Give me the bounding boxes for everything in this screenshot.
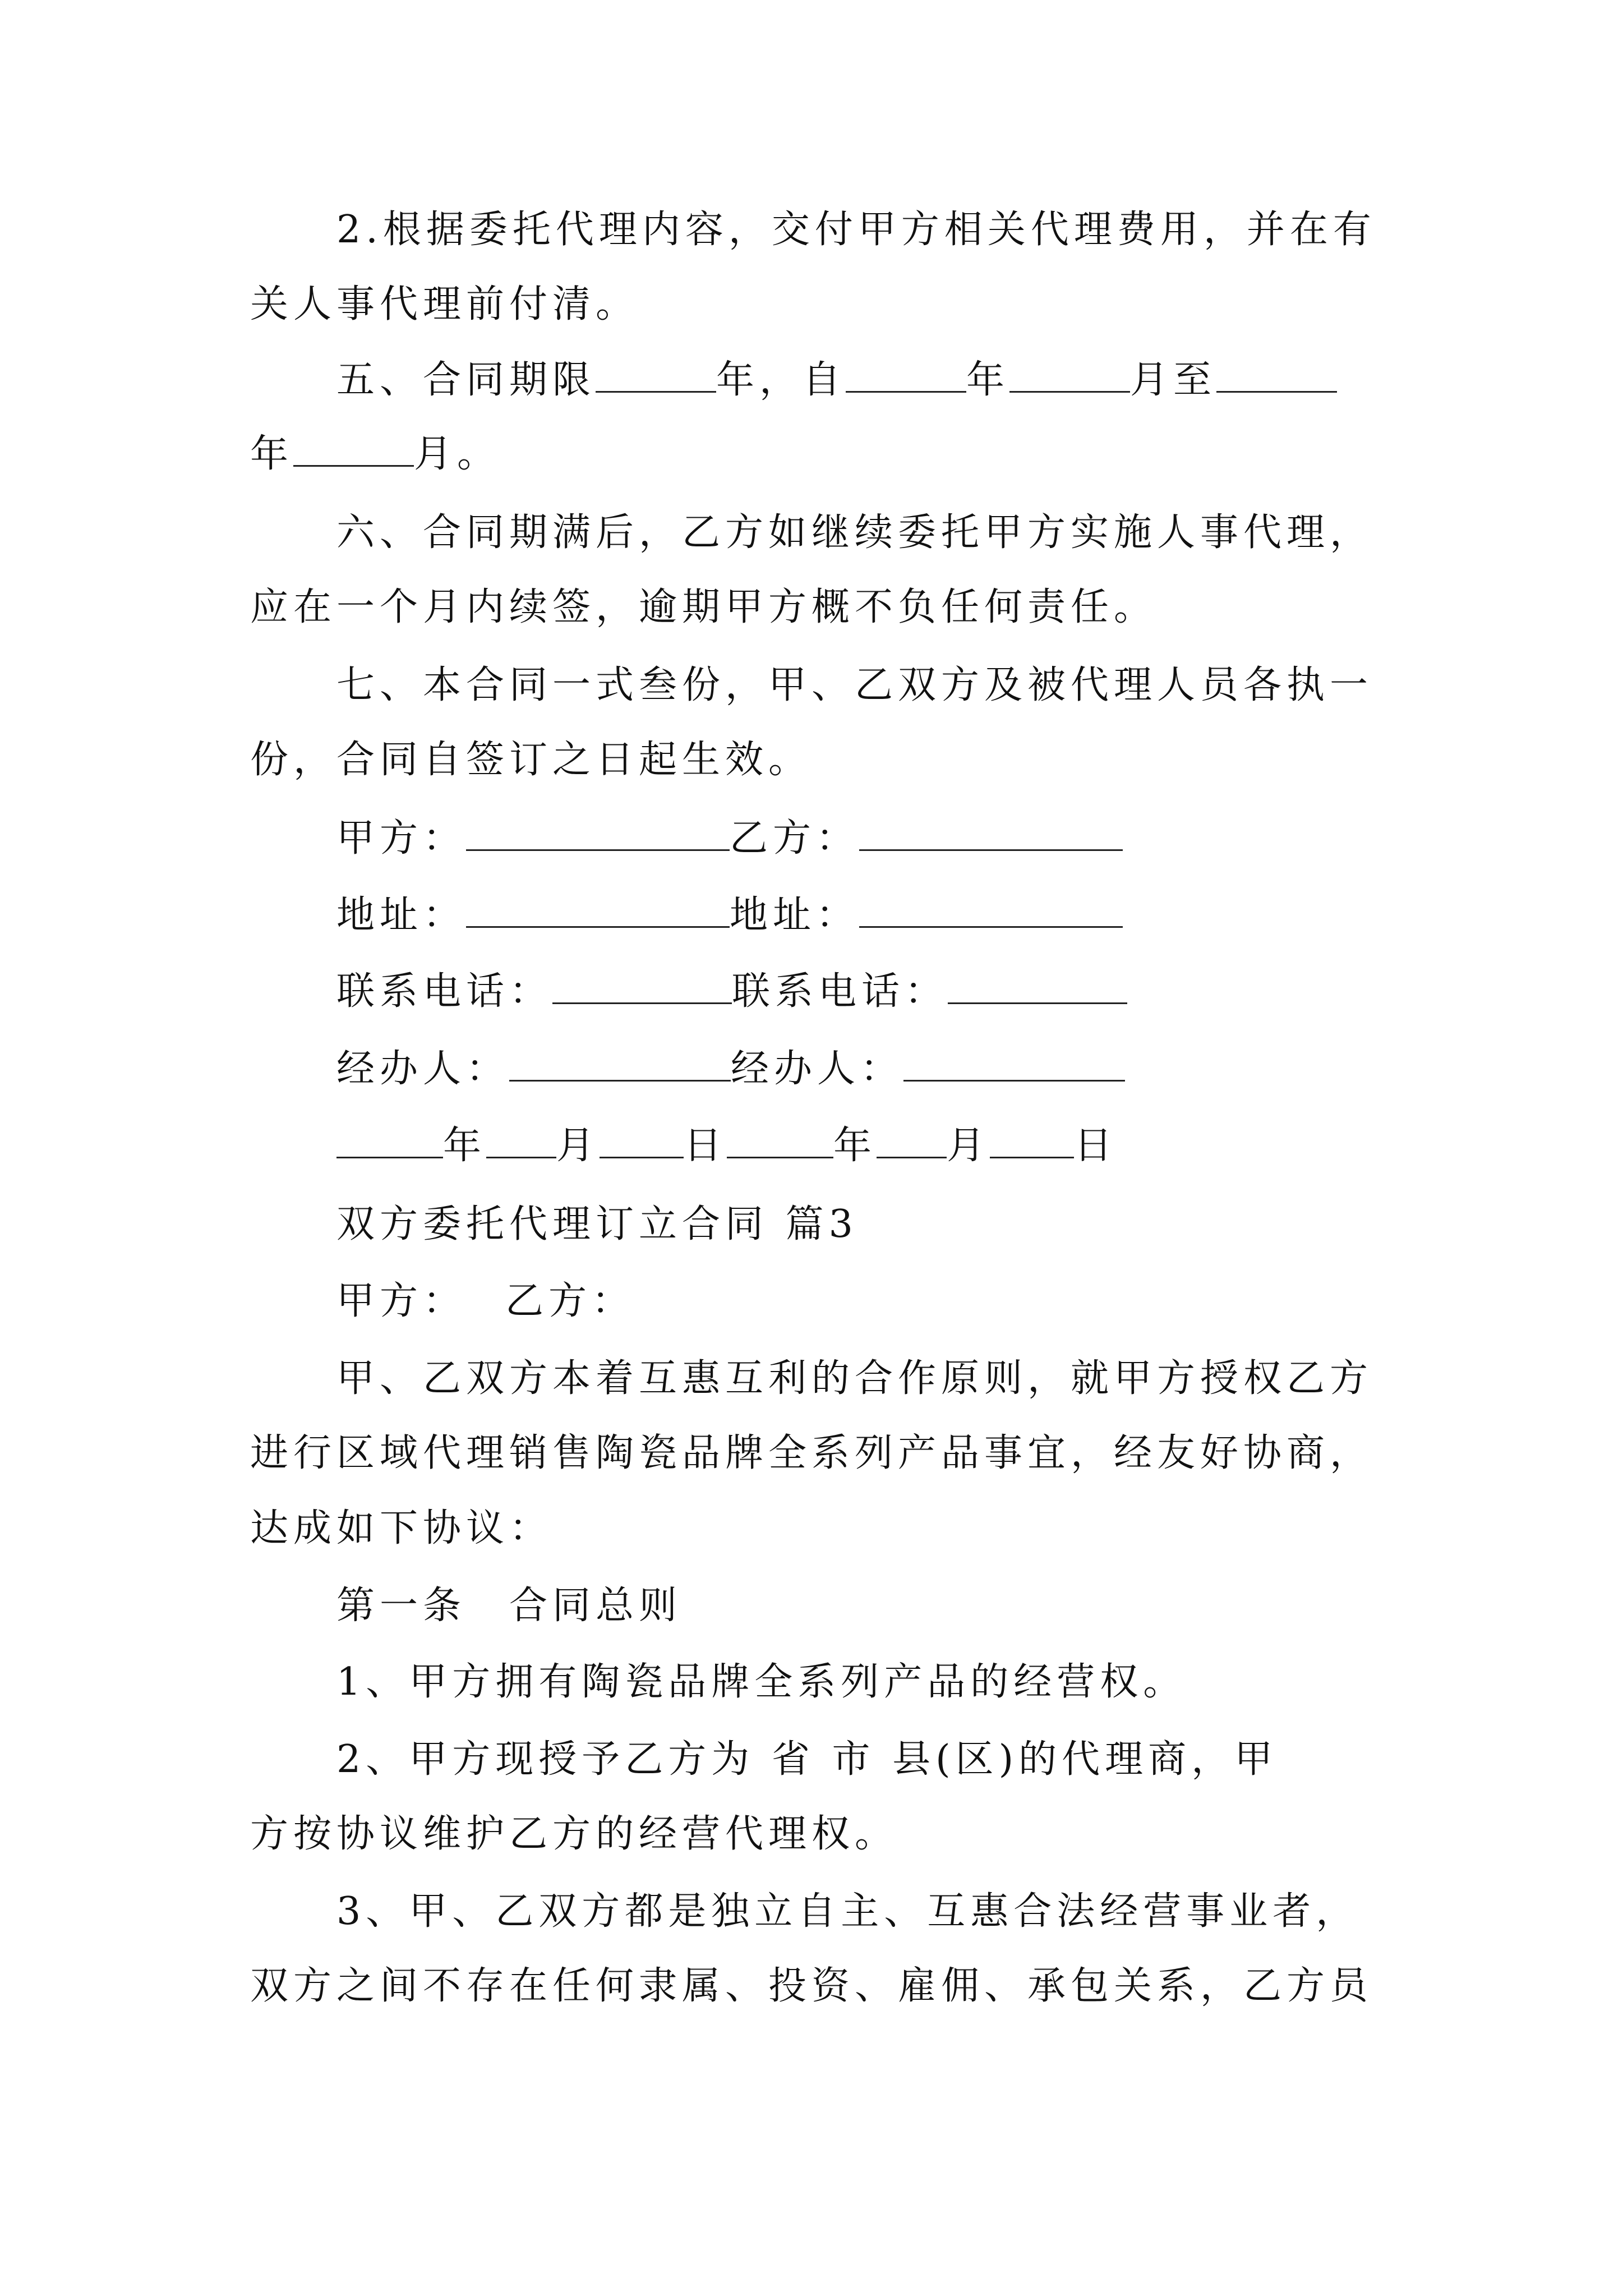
paragraph-line: 关人事代理前付清。 (250, 282, 639, 326)
phone-b-blank (948, 968, 1127, 1004)
start-month-blank (1009, 356, 1130, 393)
paragraph-line: 双方之间不存在任何隶属、投资、雇佣、承包关系，乙方员 (250, 1964, 1373, 2008)
contract-term-line (336, 355, 1337, 406)
date-a-month-blank (486, 1122, 556, 1158)
handler-b-blank (903, 1045, 1125, 1082)
party-b-label: 乙方： (730, 816, 860, 861)
month-label: 月 (556, 1124, 600, 1168)
paragraph-line: 方按协议维护乙方的经营代理权。 (250, 1812, 898, 1856)
signature-handler-line (336, 1044, 1125, 1094)
handler-a-blank (509, 1045, 731, 1082)
month-label: 月 (947, 1124, 990, 1168)
date-b-day-blank (990, 1122, 1074, 1158)
handler-b-label: 经办人： (731, 1047, 904, 1091)
signature-party-line (336, 813, 1123, 864)
address-a-blank (466, 891, 730, 928)
paragraph-line: 甲、乙双方本着互惠互利的合作原则，就甲方授权乙方 (336, 1356, 1373, 1401)
parties-line (336, 1276, 635, 1327)
end-year-blank (1216, 356, 1337, 393)
address-b-label: 地址： (730, 893, 860, 937)
paragraph-line: 2、甲方现授予乙方为 省 市 县(区)的代理商，甲 (336, 1737, 1278, 1782)
signature-address-line (336, 890, 1123, 941)
date-a-day-blank (600, 1122, 684, 1158)
signature-phone-line (336, 967, 1127, 1017)
day-label: 日 (1074, 1124, 1118, 1168)
party-b-blank (859, 815, 1123, 851)
date-a-year-blank (336, 1122, 443, 1158)
phone-a-blank (552, 968, 732, 1004)
paragraph-line: 2.根据委托代理内容，交付甲方相关代理费用，并在有 (336, 208, 1376, 252)
phone-a-label: 联系电话： (336, 969, 553, 1014)
article-heading: 第一条 合同总则 (336, 1584, 683, 1628)
paragraph-line: 进行区域代理销售陶瓷品牌全系列产品事宜，经友好协商， (250, 1431, 1373, 1475)
party-a-heading: 甲方： (336, 1279, 467, 1323)
term-label: 五、合同期限 (336, 358, 596, 402)
paragraph-line: 应在一个月内续签，逾期甲方概不负任何责任。 (250, 585, 1158, 629)
contract-term-line-2 (250, 429, 500, 480)
phone-b-label: 联系电话： (732, 969, 948, 1014)
paragraph-line: 份，合同自签订之日起生效。 (250, 738, 812, 782)
paragraph-line: 达成如下协议： (250, 1506, 553, 1550)
paragraph-line: 七、本合同一式叁份，甲、乙双方及被代理人员各执一 (336, 663, 1373, 707)
end-month-blank (293, 430, 414, 467)
month-to-label: 月至 (1130, 358, 1217, 402)
signature-date-line (336, 1121, 1117, 1171)
paragraph-line: 1、甲方拥有陶瓷品牌全系列产品的经营权。 (336, 1660, 1187, 1704)
section-title: 双方委托代理订立合同 篇3 (336, 1202, 858, 1246)
year-label: 年 (250, 432, 294, 476)
handler-a-label: 经办人： (336, 1047, 510, 1091)
term-years-blank (596, 356, 716, 393)
start-year-blank (846, 356, 966, 393)
paragraph-line: 3、甲、乙双方都是独立自主、互惠合法经营事业者， (336, 1889, 1359, 1934)
date-b-month-blank (877, 1122, 947, 1158)
year-label: 年 (966, 358, 1010, 402)
year-label: 年 (833, 1124, 877, 1168)
party-a-label: 甲方： (336, 816, 467, 861)
address-a-label: 地址： (336, 893, 467, 937)
party-b-heading: 乙方： (505, 1279, 635, 1323)
date-b-year-blank (727, 1122, 833, 1158)
address-b-blank (859, 891, 1123, 928)
party-a-blank (466, 815, 730, 851)
year-label: 年 (443, 1124, 487, 1168)
term-from-label: 年，自 (716, 358, 846, 402)
paragraph-line: 六、合同期满后，乙方如继续委托甲方实施人事代理， (336, 510, 1373, 555)
month-label: 月。 (414, 432, 501, 476)
day-label: 日 (684, 1124, 727, 1168)
